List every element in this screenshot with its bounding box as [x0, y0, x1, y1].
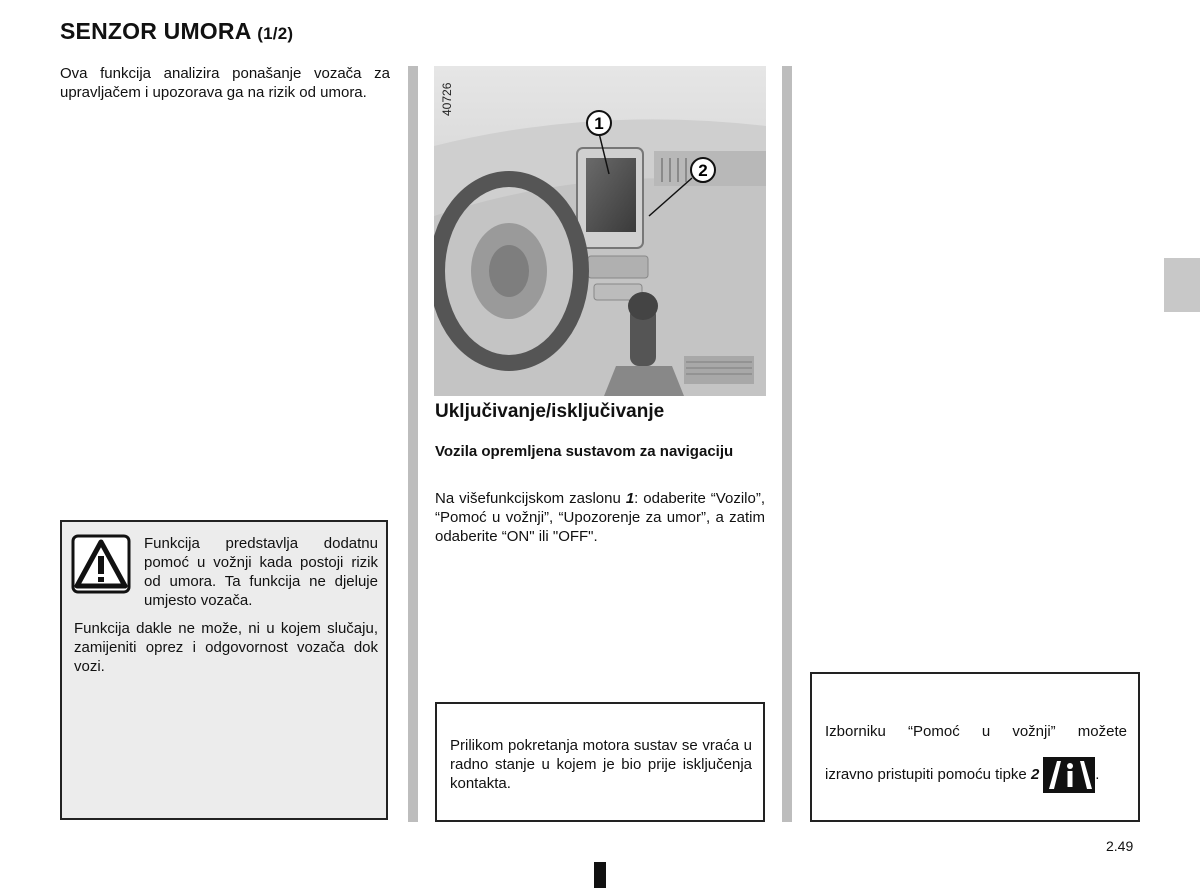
shortcut-line-2 [825, 757, 1135, 793]
intro-paragraph: Ova funkcija analizira ponašanje vozača za upravljačem i upozorava ga na rizik od umora. [60, 65, 390, 101]
para-ref: 1 [625, 490, 635, 507]
shortcut-end: . [1095, 765, 1100, 783]
dashboard-illustration [434, 66, 766, 396]
info-box [435, 702, 765, 822]
column-divider-right [782, 66, 792, 822]
callout-2-label: 2 [698, 161, 708, 180]
page-number: 2.49 [1106, 838, 1134, 854]
warning-text-2: Funkcija dakle ne može, ni u kojem slučaju, zamijeniti oprez i odgovornost vozača dok vozi. [74, 620, 378, 675]
shortcut-box [810, 672, 1140, 822]
warning-text-1: Funkcija predstavlja dodatnu pomoć u vožnji kada postoji rizik od umora. Ta funkcija ne djeluje umjesto vozača. [144, 535, 378, 609]
figure-code: 40726 [440, 82, 454, 116]
shortcut-line-1: Izborniku “Pomoć u vožnji” možete [825, 723, 1127, 740]
section-paragraph [435, 489, 765, 546]
page-title [60, 18, 293, 45]
dashboard-drawing [434, 66, 766, 396]
driving-assist-key-icon [1043, 757, 1095, 793]
title-text: SENZOR UMORA [60, 18, 251, 44]
para-before: Na višefunkcijskom zaslonu [435, 490, 626, 507]
shortcut-key-ref: 2 [1030, 765, 1040, 783]
info-box-text: Prilikom pokretanja motora sustav se vraća u radno stanje u kojem je bio prije isključenja kontakta. [450, 737, 752, 792]
shortcut-line-2-text: izravno pristupiti pomoću tipke [825, 765, 1031, 783]
warning-box [60, 520, 388, 820]
title-suffix: (1/2) [257, 24, 294, 43]
section-subheading: Vozila opremljena sustavom za navigaciju [435, 443, 734, 460]
callout-1-label: 1 [594, 114, 604, 133]
chapter-tab [1164, 258, 1200, 312]
section-heading: Uključivanje/isključivanje [435, 401, 665, 422]
column-divider-left [408, 66, 418, 822]
para-after: : odaberite “Vozilo”, “Pomoć u vožnji”, “Upozorenje za umor”, a zatim odaberite “ON" ili "OFF". [435, 490, 765, 545]
warning-triangle-icon [71, 534, 131, 594]
page-marker [594, 862, 606, 888]
